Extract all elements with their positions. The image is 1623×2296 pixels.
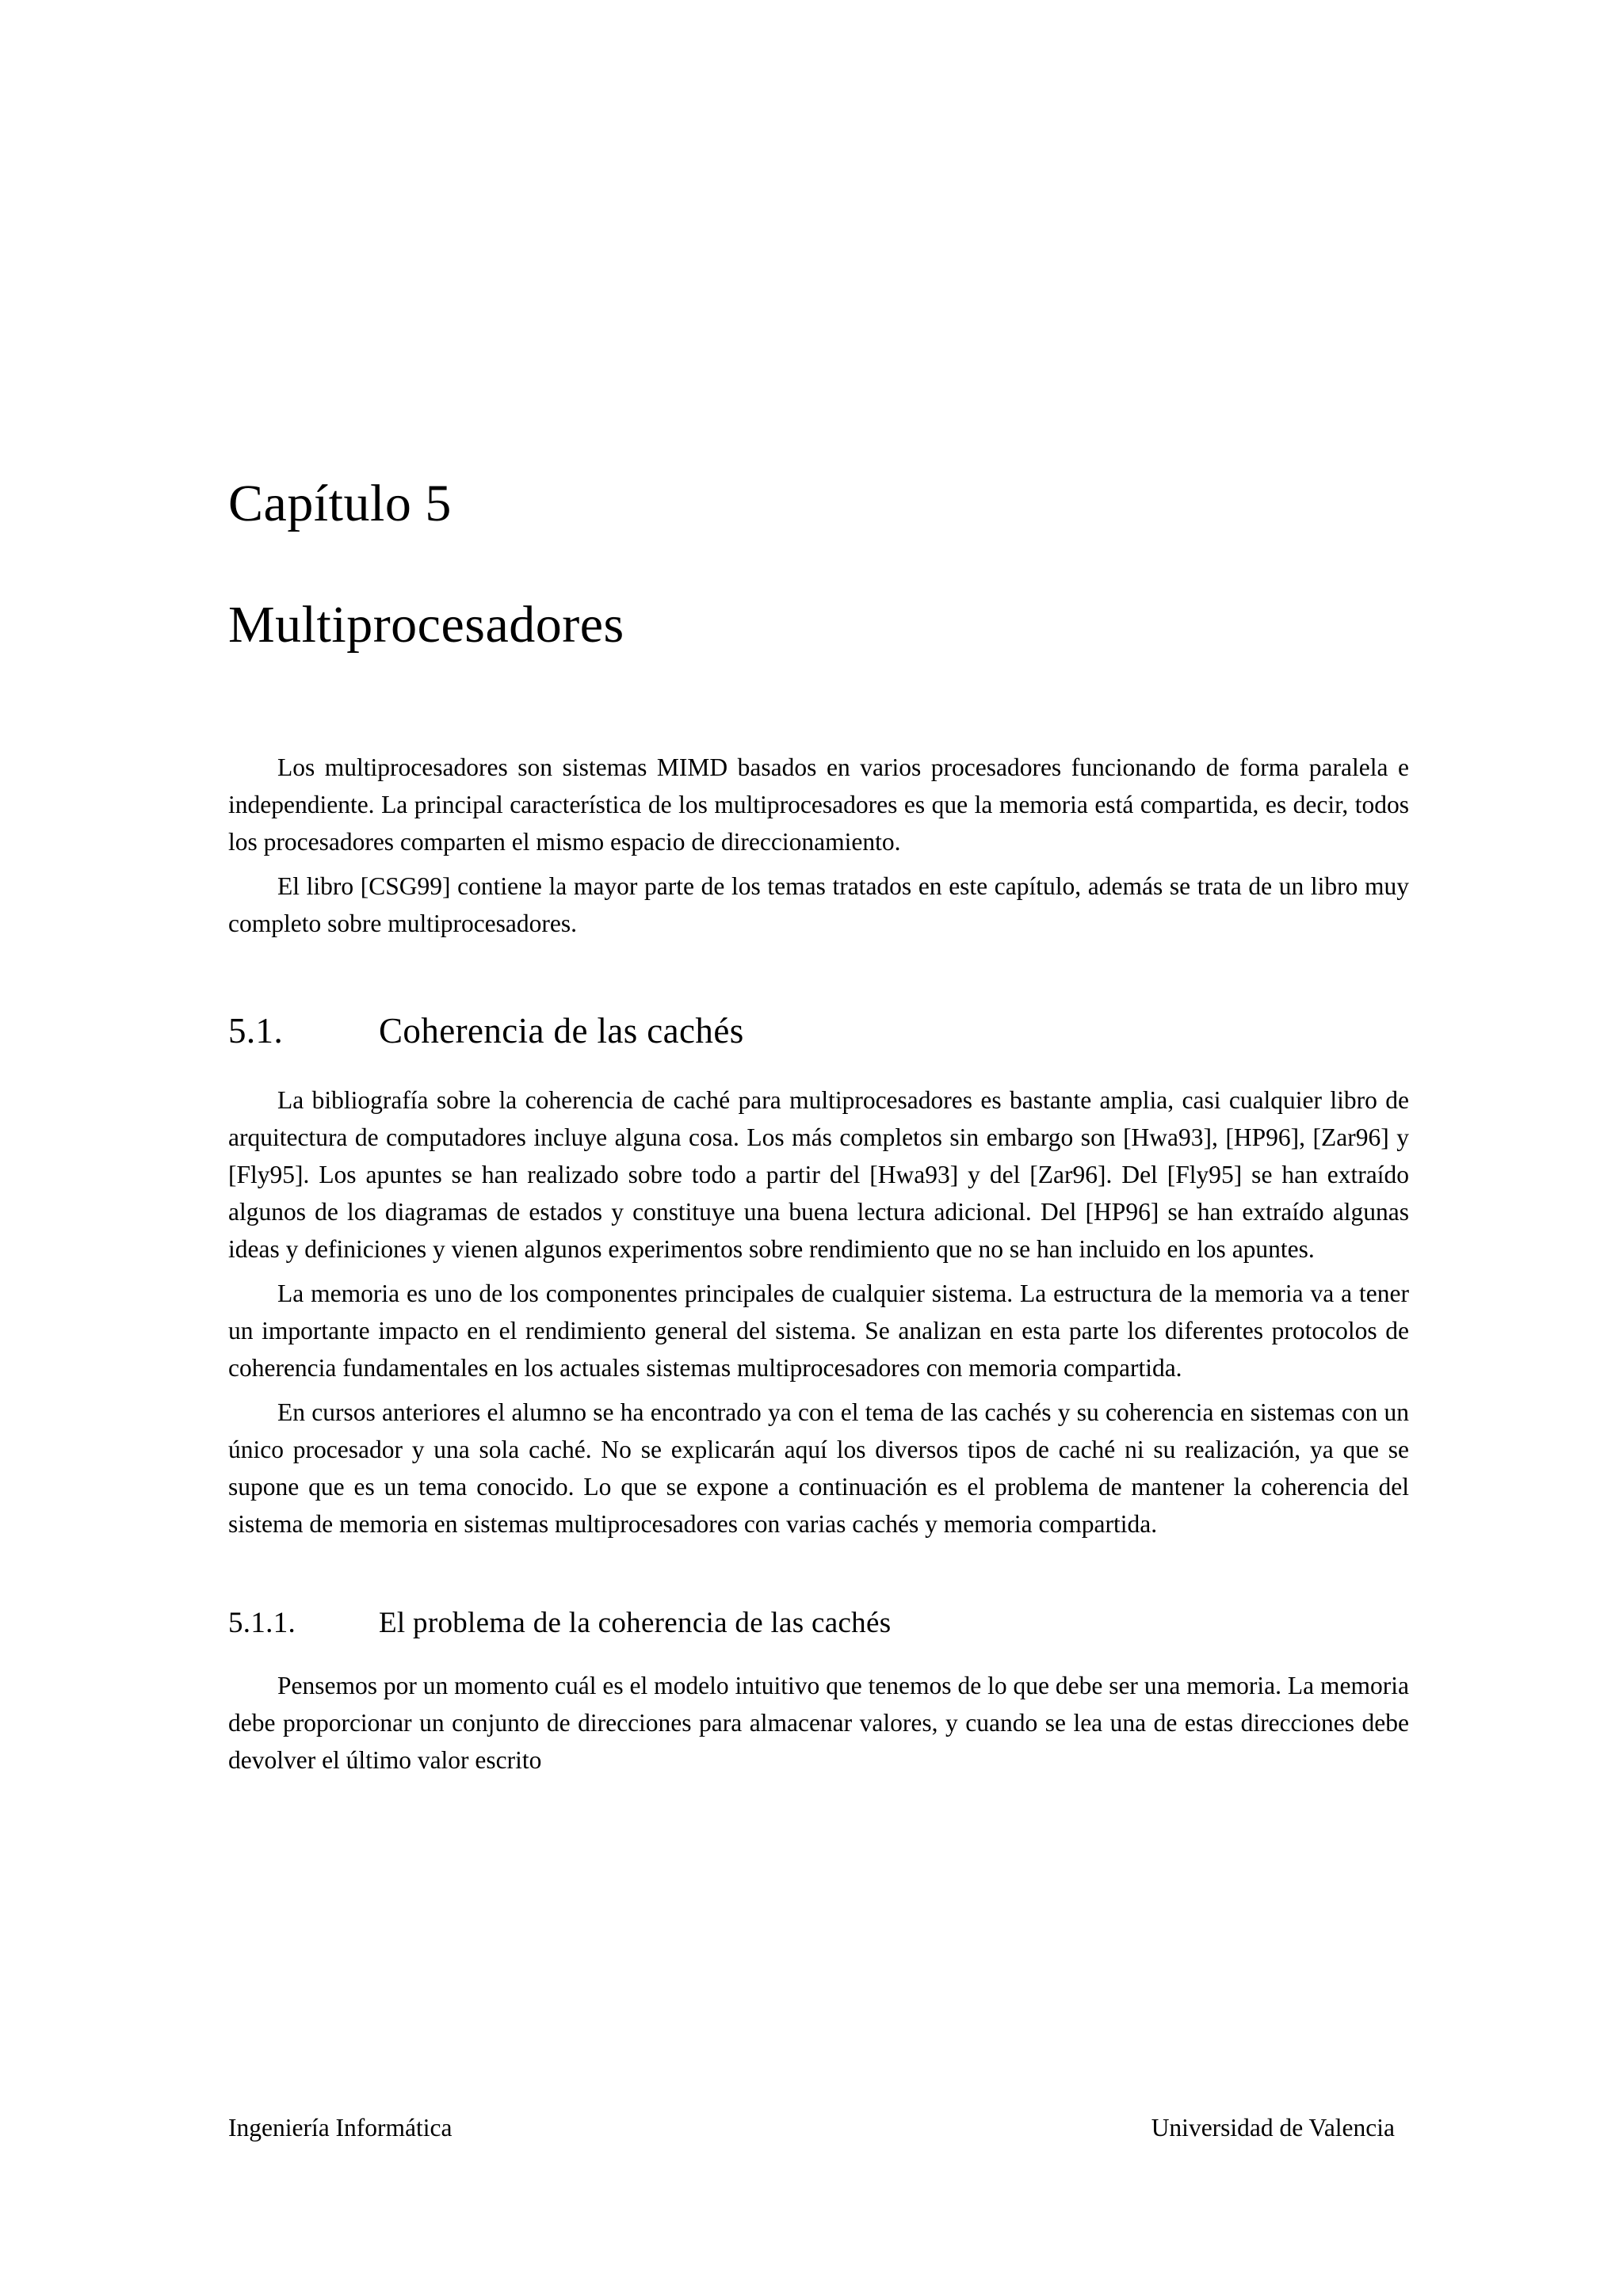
subsection-number: 5.1.1. (228, 1607, 296, 1640)
section-paragraph: En cursos anteriores el alumno se ha encontrado ya con el tema de las cachés y su coherencia en sistemas con un único procesador y una sola caché. No se explicarán aquí los diversos tipos de caché ni su realización, ya que se supone que es un tema conocido. Lo que se expone a continuación es el problema de mantener la coherencia del sistema de memoria en sistemas multiprocesadores con varias cachés y memoria compartida. (228, 1398, 1409, 1539)
intro-paragraph: El libro [CSG99] contiene la mayor parte de los temas tratados en este capítulo, además se trata de un libro muy completo sobre multiprocesadores. (228, 872, 1409, 938)
intro-paragraph: Los multiprocesadores son sistemas MIMD basados en varios procesadores funcionando de forma paralela e independiente. La principal característica de los multiprocesadores es que la memoria está compartida, es decir, todos los procesadores comparten el mismo espacio de direccionamiento. (228, 753, 1409, 856)
section-number: 5.1. (228, 1011, 284, 1051)
subsection-title: El problema de la coherencia de las cachés (379, 1607, 892, 1640)
chapter-number: Capítulo 5 (228, 475, 452, 532)
page-content (228, 475, 1409, 1779)
footer-right-text: Universidad de Valencia (1151, 2114, 1395, 2142)
section-heading (228, 1010, 1409, 1051)
page-footer (228, 2114, 1395, 2142)
section-paragraph: La bibliografía sobre la coherencia de caché para multiprocesadores es bastante amplia, casi cualquier libro de arquitectura de computadores incluye alguna cosa. Los más completos sin embargo son [Hwa93], [HP96], [Zar96] y [Fly95]. Los apuntes se han realizado sobre todo a partir del [Hwa93] y del [Zar96]. Del [Fly95] se han extraído algunos de los diagramas de estados y constituye una buena lectura adicional. Del [HP96] se han extraído algunas ideas y definiciones y vienen algunos experimentos sobre rendimiento que no se han incluido en los apuntes. (228, 1086, 1409, 1264)
subsection-heading (228, 1606, 1409, 1640)
section-paragraph: La memoria es uno de los componentes principales de cualquier sistema. La estructura de la memoria va a tener un importante impacto en el rendimiento general del sistema. Se analizan en esta parte los diferentes protocolos de coherencia fundamentales en los actuales sistemas multiprocesadores con memoria compartida. (228, 1280, 1409, 1383)
footer-left-text: Ingeniería Informática (228, 2114, 453, 2142)
section-title: Coherencia de las cachés (379, 1011, 744, 1051)
subsection-paragraph: Pensemos por un momento cuál es el modelo intuitivo que tenemos de lo que debe ser una memoria. La memoria debe proporcionar un conjunto de direcciones para almacenar valores, y cuando se lea una de estas direcciones debe devolver el último valor escrito (228, 1672, 1409, 1775)
chapter-title: Multiprocesadores (228, 595, 624, 654)
